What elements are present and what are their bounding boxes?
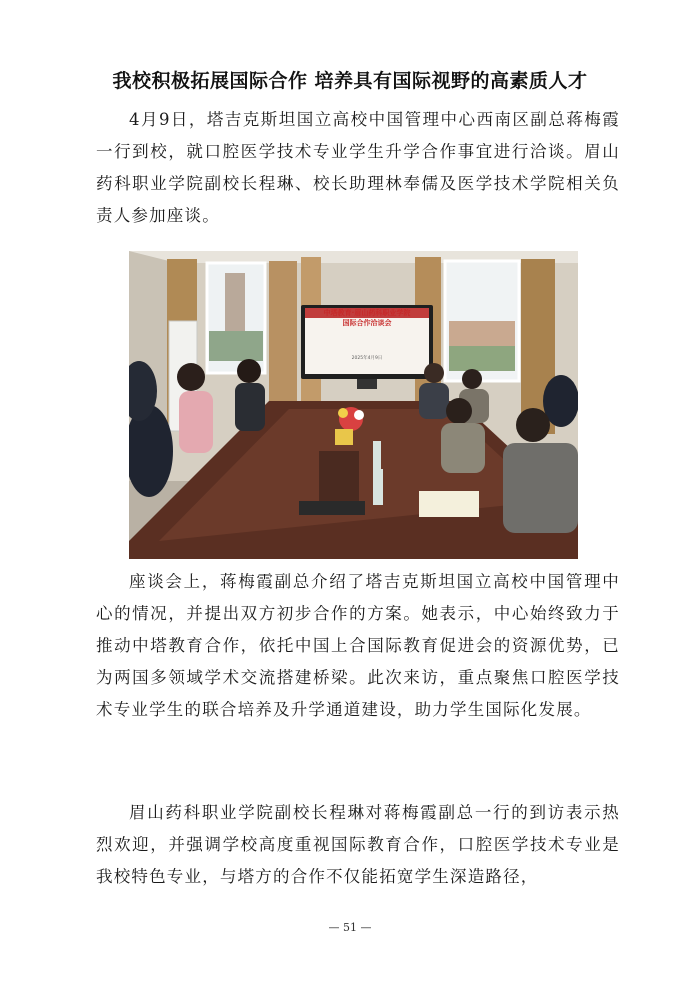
paragraph-1: 4月9日，塔吉克斯坦国立高校中国管理中心西南区副总蒋梅霞一行到校，就口腔医学技术专业学生升学合作事宜进行洽谈。眉山药科职业学院副校长程琳、校长助理林奉儒及医学技术学院相关负责人参加座谈。 [96,110,620,225]
meeting-photo [129,251,578,559]
page-number: — 51 — [328,921,372,934]
paragraph-2: 座谈会上，蒋梅霞副总介绍了塔吉克斯坦国立高校中国管理中心的情况，并提出双方初步合作的方案。她表示，中心始终致力于推动中塔教育合作，依托中国上合国际教育促进会的资源优势，已为两国多领域学术交流搭建桥梁。此次来访，重点聚焦口腔医学技术专业学生的联合培养及升学通道建设，助力学生国际化发展。 [96,572,620,719]
screen-title-line2: 国际合作洽谈会 [342,318,392,327]
screen-title [307,309,427,328]
paragraph-3: 眉山药科职业学院副校长程琳对蒋梅霞副总一行的到访表示热烈欢迎，并强调学校高度重视国际教育合作，口腔医学技术专业是我校特色专业，与塔方的合作不仅能拓宽学生深造路径， [96,803,620,886]
screen-title-line1: 中塔教育·眉山药科职业学院 [323,309,411,317]
article-title: 我校积极拓展国际合作 培养具有国际视野的高素质人才 [112,70,588,92]
screen-date: 2025年4月9日 [351,356,383,361]
